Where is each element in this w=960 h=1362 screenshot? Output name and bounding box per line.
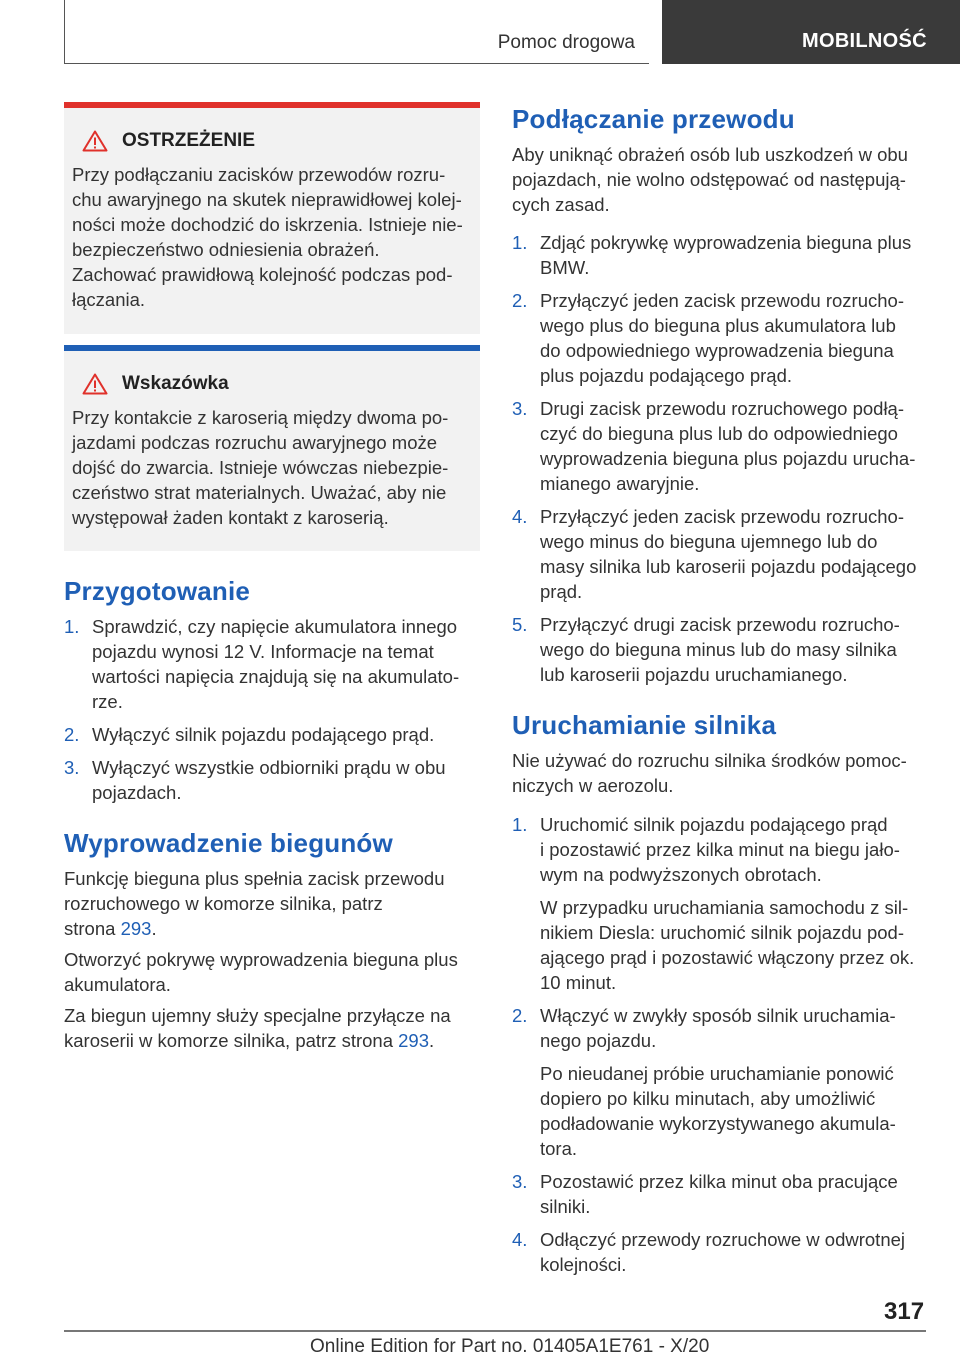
text-fragment: strona (64, 918, 121, 939)
step-line: nikiem Diesla: uruchomić silnik pojazdu pod‐ (540, 922, 904, 943)
step-line: wego minus do bieguna ujemnego lub do (540, 531, 878, 552)
step-line: nego pojazdu. (540, 1030, 657, 1051)
footer-edition: Online Edition for Part no. 01405A1E761 - X/20 (310, 1336, 710, 1357)
text-fragment: . (151, 918, 157, 939)
page-number: 317 (884, 1298, 925, 1325)
step-line: Pozostawić przez kilka minut oba pracujące (540, 1171, 898, 1192)
step-number: 2. (512, 1005, 528, 1026)
header-section-title: Pomoc drogowa (497, 32, 635, 53)
heading-przygotowanie: Przygotowanie (64, 576, 251, 606)
step-line: wartości napięcia znajdują się na akumulato‐ (92, 666, 460, 687)
step-line: Zdjąć pokrywkę wyprowadzenia bieguna plus (540, 232, 912, 253)
step-line: tora. (540, 1138, 578, 1159)
step-line: pojazdu wynosi 12 V. Informacje na temat (92, 641, 434, 662)
step-line: Drugi zacisk przewodu rozruchowego podłą‐ (540, 398, 905, 419)
note-box (64, 345, 480, 551)
step-line: wego do bieguna minus lub do masy silnika (540, 639, 897, 660)
list-item (512, 396, 926, 496)
step-number: 4. (512, 506, 528, 527)
list-item (512, 230, 926, 280)
note-line: występował żaden kontakt z karoserią. (72, 507, 389, 528)
step-number: 1. (512, 814, 528, 835)
warning-box (64, 102, 480, 334)
warning-line: chu awaryjnego na skutek nieprawidłowej kolej‐ (72, 189, 462, 210)
text-line: rozruchowego w komorze silnika, patrz (64, 893, 383, 914)
step-line: lub karoserii pojazdu uruchamianego. (540, 664, 848, 685)
step-line: Odłączyć przewody rozruchowe w odwrotnej (540, 1229, 906, 1250)
note-box-text (72, 405, 470, 530)
warning-triangle-icon (82, 373, 108, 395)
step-line: Przyłączyć jeden zacisk przewodu rozrucho‐ (540, 290, 904, 311)
uruchamianie-intro (512, 748, 926, 798)
step-line: Włączyć w zwykły sposób silnik uruchamia‐ (540, 1005, 896, 1026)
warning-line: Przy podłączaniu zacisków przewodów rozru‐ (72, 164, 446, 185)
step-line: wym na podwyższonych obrotach. (540, 864, 822, 885)
step-sub-paragraph (540, 1061, 926, 1161)
step-line: do odpowiedniego wyprowadzenia bieguna (540, 340, 894, 361)
step-line: dopiero po kilku minutach, aby umożliwić (540, 1088, 876, 1109)
step-number: 3. (512, 1171, 528, 1192)
step-line: Przyłączyć drugi zacisk przewodu rozrucho‐ (540, 614, 900, 635)
podlaczanie-steps (512, 230, 926, 695)
step-line: silniki. (540, 1196, 591, 1217)
warning-line: bezpieczeństwo odniesienia obrażeń. (72, 239, 380, 260)
header-chapter-tab (662, 0, 960, 64)
text-line: pojazdach, nie wolno odstępować od następują‐ (512, 169, 906, 190)
text-line: Za biegun ujemny służy specjalne przyłącze na (64, 1005, 451, 1026)
page-link-293[interactable]: 293 (398, 1030, 430, 1051)
step-line: masy silnika lub karoserii pojazdu podającego (540, 556, 917, 577)
text-line: niczych w aerozolu. (512, 775, 674, 796)
step-line: Wyłączyć silnik pojazdu podającego prąd. (92, 724, 435, 745)
step-line: Po nieudanej próbie uruchamianie ponowić (540, 1063, 894, 1084)
list-item (512, 504, 926, 604)
podlaczanie-intro (512, 142, 926, 217)
text-line: Funkcję bieguna plus spełnia zacisk przewodu (64, 868, 445, 889)
warning-box-text (72, 162, 470, 312)
step-number: 4. (512, 1229, 528, 1250)
step-line: wyprowadzenia bieguna plus pojazdu urucha‐ (540, 448, 916, 469)
list-item (64, 755, 480, 805)
step-line: Przyłączyć jeden zacisk przewodu rozrucho‐ (540, 506, 904, 527)
wyprowadzenie-paragraph-3 (64, 1003, 480, 1053)
list-item (512, 1227, 926, 1277)
heading-podlaczanie: Podłączanie przewodu (512, 104, 795, 134)
note-line: Przy kontakcie z karoserią między dwoma po‐ (72, 407, 449, 428)
step-line: kolejności. (540, 1254, 627, 1275)
wyprowadzenie-paragraph-2 (64, 947, 480, 997)
heading-uruchamianie: Uruchamianie silnika (512, 710, 777, 740)
list-item (512, 1003, 926, 1161)
step-line: prąd. (540, 581, 583, 602)
step-line: 10 minut. (540, 972, 617, 993)
list-item (64, 614, 480, 714)
text-line: akumulatora. (64, 974, 171, 995)
text-fragment: . (429, 1030, 435, 1051)
note-box-title: Wskazówka (122, 373, 229, 394)
page-link-293[interactable]: 293 (120, 918, 152, 939)
step-line: i pozostawić przez kilka minut na biegu jało‐ (540, 839, 900, 860)
step-sub-paragraph (540, 895, 926, 995)
step-line: W przypadku uruchamiania samochodu z sil‐ (540, 897, 909, 918)
list-item (512, 812, 926, 995)
note-line: jazdami podczas rozruchu awaryjnego może (72, 432, 438, 453)
step-number: 3. (512, 398, 528, 419)
text-fragment: karoserii w komorze silnika, patrz strona (64, 1030, 399, 1051)
footer-divider (64, 1330, 926, 1332)
step-number: 1. (512, 232, 528, 253)
warning-triangle-icon (82, 130, 108, 152)
step-line: BMW. (540, 257, 590, 278)
step-number: 3. (64, 757, 80, 778)
header-section-tab (64, 0, 649, 64)
note-line: dojść do zwarcia. Istnieje wówczas niebezpie‐ (72, 457, 449, 478)
przygotowanie-steps (64, 614, 480, 813)
step-line: rze. (92, 691, 123, 712)
warning-line: łączania. (72, 289, 146, 310)
step-number: 5. (512, 614, 528, 635)
step-number: 2. (512, 290, 528, 311)
step-line: podładowanie wykorzystywanego akumula‐ (540, 1113, 896, 1134)
step-line: Uruchomić silnik pojazdu podającego prąd (540, 814, 888, 835)
list-item (512, 288, 926, 388)
warning-line: ności może dochodzić do iskrzenia. Istnieje nie‐ (72, 214, 463, 235)
wyprowadzenie-text (64, 866, 480, 1059)
list-item (512, 612, 926, 687)
wyprowadzenie-paragraph-1 (64, 866, 480, 941)
text-line: Otworzyć pokrywę wyprowadzenia bieguna plus (64, 949, 458, 970)
text-line: Aby uniknąć obrażeń osób lub uszkodzeń w obu (512, 144, 908, 165)
warning-box-title: OSTRZEŻENIE (122, 130, 256, 151)
heading-wyprowadzenie: Wyprowadzenie biegunów (64, 828, 393, 858)
step-line: pojazdach. (92, 782, 182, 803)
list-item (64, 722, 480, 747)
step-line: ającego prąd i pozostawić włączony przez ok. (540, 947, 915, 968)
step-line: Wyłączyć wszystkie odbiorniki prądu w obu (92, 757, 446, 778)
step-line: plus pojazdu podającego prąd. (540, 365, 792, 386)
uruchamianie-steps (512, 812, 926, 1285)
step-number: 2. (64, 724, 80, 745)
note-line: czeństwo strat materialnych. Uważać, aby nie (72, 482, 447, 503)
step-line: wego plus do bieguna plus akumulatora lub (540, 315, 896, 336)
text-line: Nie używać do rozruchu silnika środków pomoc‐ (512, 750, 907, 771)
warning-box-title-row (72, 130, 470, 152)
step-line: Sprawdzić, czy napięcie akumulatora innego (92, 616, 458, 637)
step-line: mianego awaryjnie. (540, 473, 700, 494)
warning-line: Zachować prawidłową kolejność podczas pod‐ (72, 264, 453, 285)
list-item (512, 1169, 926, 1219)
note-box-title-row (72, 373, 470, 395)
text-line: cych zasad. (512, 194, 610, 215)
step-line: czyć do bieguna plus lub do odpowiedniego (540, 423, 898, 444)
header-chapter-title: MOBILNOŚĆ (802, 30, 927, 52)
step-number: 1. (64, 616, 80, 637)
